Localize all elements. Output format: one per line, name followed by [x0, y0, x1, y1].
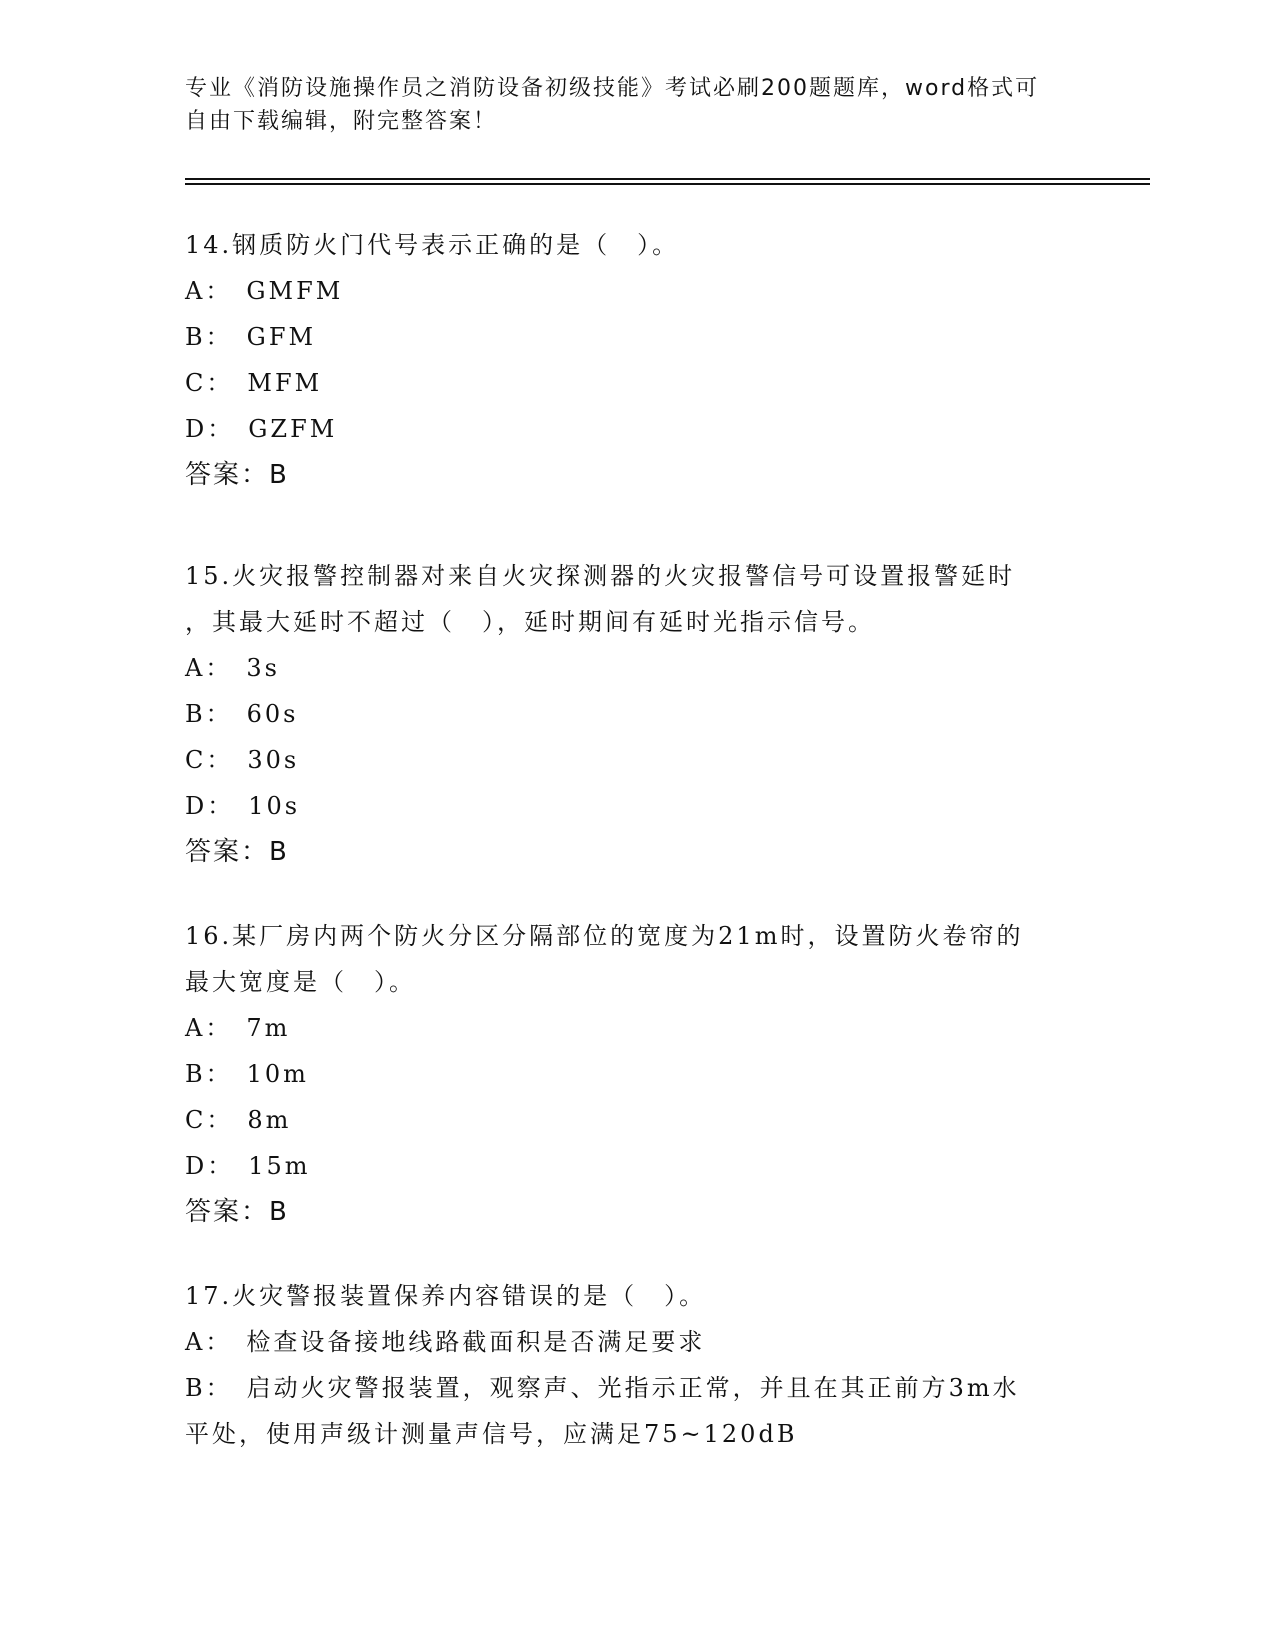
option-text: 8m: [247, 1106, 292, 1134]
option-text: MFM: [247, 369, 323, 397]
option-text: 检查设备接地线路截面积是否满足要求: [246, 1328, 706, 1356]
question-stem: 17.火灾警报装置保养内容错误的是（ ）。: [185, 1282, 707, 1310]
question-stem-line-1: 15.火灾报警控制器对来自火灾探测器的火灾报警信号可设置报警延时: [185, 562, 1016, 590]
option-label: C：: [185, 1106, 234, 1134]
option-label: A：: [185, 654, 233, 682]
option-d: [185, 783, 1085, 829]
option-text: 7m: [246, 1014, 291, 1042]
header-divider-top: [185, 178, 1150, 180]
option-b: [185, 314, 1085, 360]
document-header: [185, 72, 1065, 138]
option-b-continuation: 平处，使用声级计测量声信号，应满足75~120dB: [185, 1420, 798, 1448]
option-c: [185, 360, 1085, 406]
option-label: B：: [185, 1060, 233, 1088]
option-a: [185, 645, 1085, 691]
header-line-1: 专业《消防设施操作员之消防设备初级技能》考试必刷200题题库，word格式可: [185, 76, 1040, 101]
option-text: 启动火灾警报装置，观察声、光指示正常，并且在其正前方3m水: [246, 1374, 1020, 1402]
question-16: [185, 913, 1085, 1235]
option-c: [185, 1097, 1085, 1143]
option-a: [185, 1005, 1085, 1051]
option-label: D：: [185, 792, 235, 820]
option-text: 3s: [246, 654, 280, 682]
option-label: D：: [185, 1152, 235, 1180]
question-stem-line-1: 16.某厂房内两个防火分区分隔部位的宽度为21m时，设置防火卷帘的: [185, 922, 1024, 950]
option-text: 60s: [246, 700, 299, 728]
option-text: GZFM: [248, 415, 338, 443]
option-b: [185, 1365, 1085, 1411]
option-text: 15m: [248, 1152, 311, 1180]
option-b: [185, 1051, 1085, 1097]
question-15: [185, 553, 1085, 875]
option-text: 10m: [246, 1060, 309, 1088]
option-label: C：: [185, 746, 234, 774]
answer: 答案：B: [185, 837, 289, 867]
option-label: D：: [185, 415, 235, 443]
option-text: GFM: [246, 323, 317, 351]
option-d: [185, 406, 1085, 452]
option-a: [185, 1319, 1085, 1365]
option-label: B：: [185, 323, 233, 351]
question-stem-line-2: ，其最大延时不超过（ ），延时期间有延时光指示信号。: [185, 608, 875, 636]
option-label: A：: [185, 1328, 233, 1356]
option-label: C：: [185, 369, 234, 397]
question-stem-line-2: 最大宽度是（ ）。: [185, 968, 416, 996]
option-text: GMFM: [246, 277, 344, 305]
option-d: [185, 1143, 1085, 1189]
option-text: 30s: [247, 746, 300, 774]
option-c: [185, 737, 1085, 783]
question-stem: 14.钢质防火门代号表示正确的是（ ）。: [185, 231, 680, 259]
option-text: 10s: [248, 792, 301, 820]
option-label: B：: [185, 700, 233, 728]
option-label: A：: [185, 1014, 233, 1042]
question-17: [185, 1273, 1085, 1457]
option-label: A：: [185, 277, 233, 305]
answer: 答案：B: [185, 460, 289, 490]
question-14: [185, 222, 1085, 498]
option-label: B：: [185, 1374, 233, 1402]
option-a: [185, 268, 1085, 314]
answer: 答案：B: [185, 1197, 289, 1227]
option-b: [185, 691, 1085, 737]
header-line-2: 自由下载编辑，附完整答案！: [185, 109, 498, 134]
header-divider-bottom: [185, 183, 1150, 185]
